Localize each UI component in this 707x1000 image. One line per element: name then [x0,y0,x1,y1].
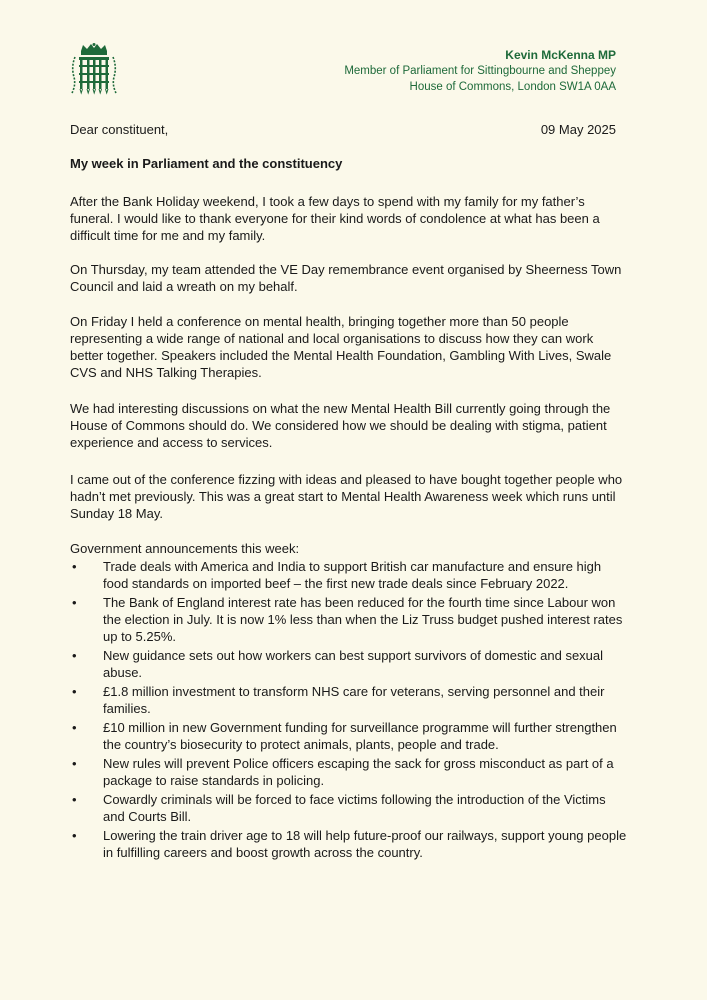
paragraph: On Friday I held a conference on mental health, bringing together more than 50 people representing a wide range of national and local organisations to discuss how they can work better together. Speakers included the Mental Health Foundation, Gambling With Lives, Swale CVS and NHS Talking Therapies. [70,314,612,380]
letter-date: 09 May 2025 [540,122,616,137]
paragraph: On Thursday, my team attended the VE Day remembrance event organised by Sheerness Town Council and laid a wreath on my behalf. [70,262,622,294]
letterhead [344,47,616,95]
list-item: • New rules will prevent Police officers escaping the sack for gross misconduct as part of a package to raise standards in policing. [70,755,630,789]
paragraph: I came out of the conference fizzing with ideas and pleased to have bought together people who hadn’t met previously. This was a great start to Mental Health Awareness week which runs until Sunday 18 May. [70,472,623,521]
list-item: • Cowardly criminals will be forced to face victims following the introduction of the Victims and Courts Bill. [70,791,630,825]
list-item: • The Bank of England interest rate has been reduced for the fourth time since Labour won the election in July. It is now 1% less than when the Liz Truss budget pushed interest rates up to 5.25%. [70,594,630,645]
list-intro: Government announcements this week: [70,541,300,556]
salutation: Dear constituent, [70,122,169,137]
mp-address: House of Commons, London SW1A 0AA [409,81,616,93]
announcements-list [70,558,630,863]
letter-title: My week in Parliament and the constituency [70,156,343,171]
list-item: • Trade deals with America and India to support British car manufacture and ensure high food standards on imported beef – the first new trade deals since February 2022. [70,558,630,592]
list-item: • £10 million in new Government funding for surveillance programme will further strengthen the country’s biosecurity to protect animals, plants, people and trade. [70,719,630,753]
portcullis-icon [67,43,121,99]
mp-name: Kevin McKenna MP [505,48,616,62]
list-item: • £1.8 million investment to transform NHS care for veterans, serving personnel and their families. [70,683,630,717]
list-item: • New guidance sets out how workers can best support survivors of domestic and sexual abuse. [70,647,630,681]
mp-role: Member of Parliament for Sittingbourne and Sheppey [344,65,616,77]
list-item: • Lowering the train driver age to 18 will help future-proof our railways, support young people in fulfilling careers and boost growth across the country. [70,827,630,861]
paragraph: After the Bank Holiday weekend, I took a few days to spend with my family for my father’s funeral. I would like to thank everyone for their kind words of condolence at what has been a difficult time for me and my family. [70,194,600,243]
paragraph: We had interesting discussions on what the new Mental Health Bill currently going through the House of Commons should do. We considered how we should be dealing with stigma, patient experience and access to services. [70,401,611,450]
